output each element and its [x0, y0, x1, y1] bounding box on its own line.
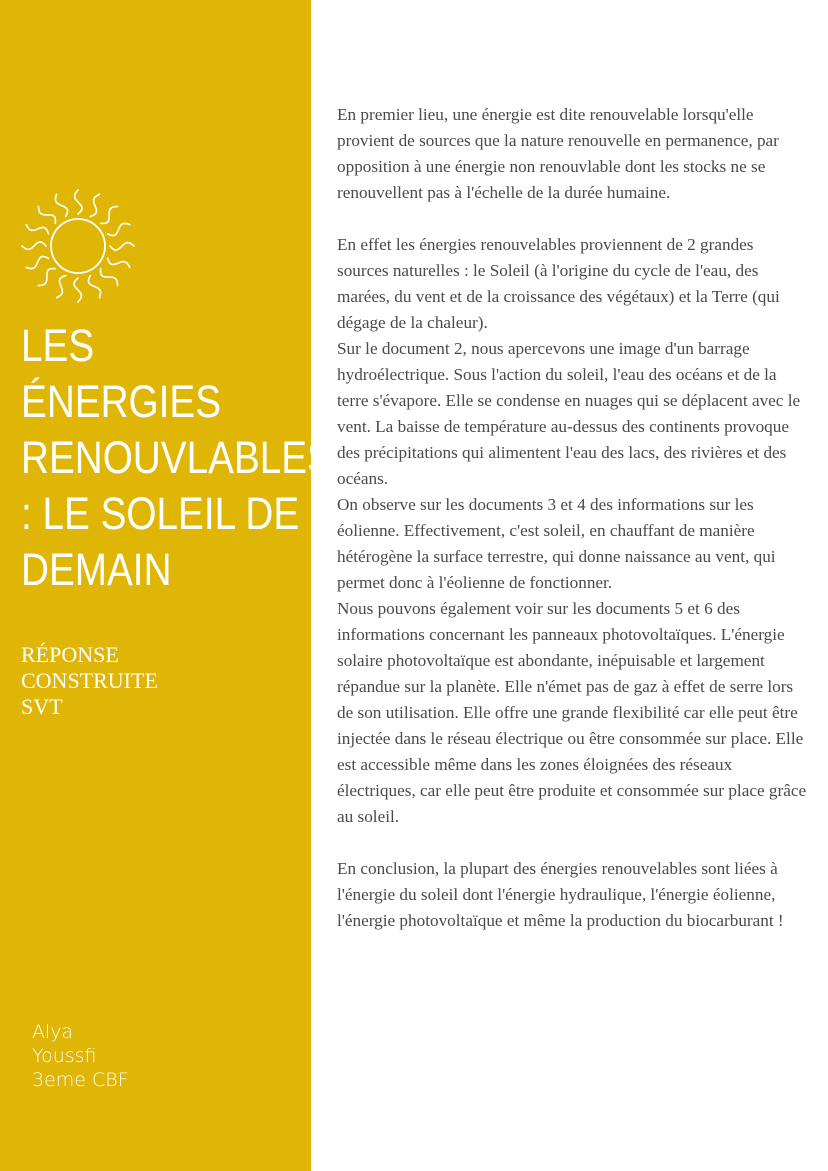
paragraph-sources: En effet les énergies renouvelables proviennent de 2 grandes sources naturelles : le Soleil (à l'origine du cycle de l'eau, des marées, du vent et de la croissance des végétaux) et la Terre (qui dégage de la chaleur). [337, 235, 780, 332]
subtitle [21, 642, 158, 720]
sun-ray [38, 206, 55, 223]
paragraph-gap [337, 830, 809, 856]
subtitle-line: SVT [21, 694, 63, 719]
sun-ray [26, 256, 48, 268]
author-block [32, 1020, 129, 1092]
sun-ray [90, 194, 99, 216]
sun-ray [88, 276, 100, 298]
author-last-name: Youssfi [32, 1045, 97, 1067]
sun-ray [22, 242, 46, 249]
sun-ray [101, 206, 118, 223]
sun-ray [26, 225, 48, 234]
paragraph-solar: Nous pouvons également voir sur les documents 5 et 6 des informations concernant les panneaux photovoltaïques. L'énergie solaire photovoltaïque est abondante, inépuisable et largement répandue sur la planète. Elle n'émet pas de gaz à effet de serre lors de son utilisation. Elle offre une grande flexibilité car elle peut être injectée dans le réseau électrique ou être consommée sur place. Elle est accessible même dans les zones éloignées des réseaux électriques, car elle peut être produite et consommée sur place grâce au soleil. [337, 599, 807, 826]
paragraph-gap [337, 206, 809, 232]
author-first-name: Alya [32, 1021, 74, 1043]
sun-ray [55, 194, 67, 216]
subtitle-line: CONSTRUITE [21, 668, 158, 693]
author-class: 3eme CBF [32, 1069, 129, 1091]
sun-ray [57, 276, 66, 298]
paragraph-hydro: Sur le document 2, nous apercevons une image d'un barrage hydroélectrique. Sous l'action du soleil, l'eau des océans et de la terre s'évapore. Elle se condense en nuages qui se déplacent avec le vent. La baisse de température au-dessus des continents provoque des précipitations qui alimentent l'eau des lacs, des rivières et des océans. [337, 339, 801, 488]
sun-ray [38, 269, 55, 286]
sun-ray [110, 243, 134, 250]
paragraph-intro: En premier lieu, une énergie est dite renouvelable lorsqu'elle provient de sources que la nature renouvelle en permanence, par opposition à une énergie non renouvlable dont les stocks ne se renouvellent pas à l'échelle de la durée humaine. [337, 105, 779, 202]
sun-ray [108, 258, 130, 267]
sun-ray [101, 269, 118, 286]
sun-ray [108, 223, 130, 235]
paragraph-conclusion: En conclusion, la plupart des énergies renouvelables sont liées à l'énergie du soleil dont l'énergie hydraulique, l'énergie éolienne, l'énergie photovoltaïque et même la production du biocarburant ! [337, 859, 784, 930]
sun-icon [18, 186, 138, 306]
page-title: LES ÉNERGIES RENOUVLABLES : LE SOLEIL DE DEMAIN [21, 320, 333, 595]
main-text [337, 102, 809, 934]
paragraph-wind: On observe sur les documents 3 et 4 des informations sur les éolienne. Effectivement, c'est soleil, en chauffant de manière hétérogène la surface terrestre, qui donne naissance au vent, qui permet donc à l'éolienne de fonctionner. [337, 495, 776, 592]
sun-ray [75, 190, 82, 214]
sidebar-panel [0, 0, 333, 1171]
subtitle-line: RÉPONSE [21, 642, 119, 667]
sun-ray [74, 278, 81, 302]
